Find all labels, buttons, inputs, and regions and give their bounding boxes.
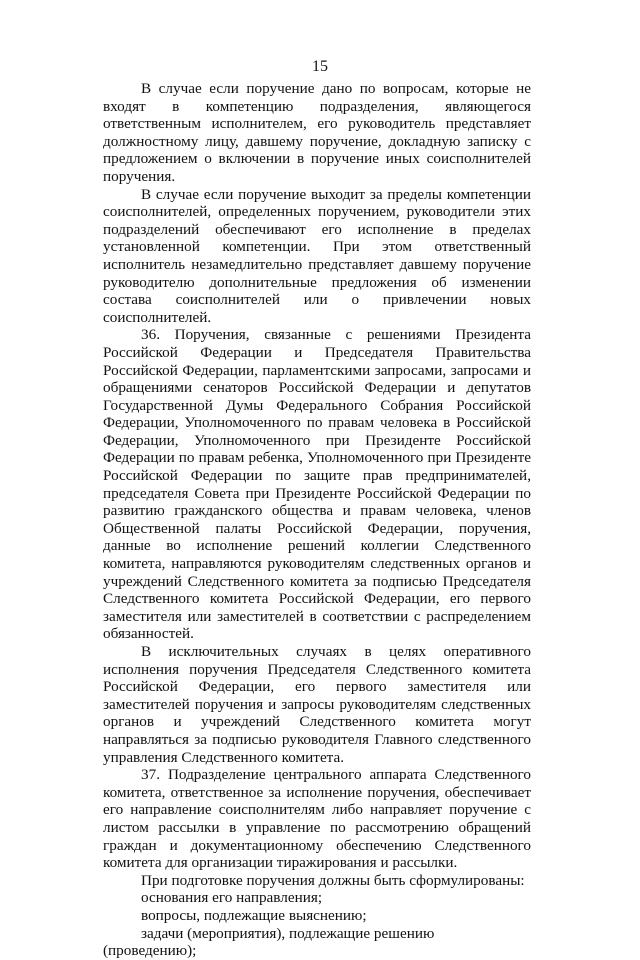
list-item: задачи (мероприятия), подлежащие решению (проведению);	[103, 924, 435, 960]
document-body	[103, 80, 531, 960]
paragraph-37: 37. Подразделение центрального аппарата Следственного комитета, ответственное за исполнение поручения, обеспечивает его направление соисполнителям либо направляет поручение с листом рассылки в управление по рассмотрению обращений граждан и документационному обеспечению Следственного комитета для организации тиражирования и рассылки.	[103, 766, 531, 872]
paragraph-co-executors: В случае если поручение выходит за пределы компетенции соисполнителей, определенных поручением, руководители этих подразделений обеспечивают его исполнение в пределах установленной компетенции. При этом ответственный исполнитель незамедлительно представляет давшему поручение руководителю дополнительные предложения об изменении состава соисполнителей или о привлечении новых соисполнителей.	[103, 185, 531, 326]
list-intro: При подготовке поручения должны быть сформулированы:	[141, 871, 525, 889]
page-number: 15	[312, 58, 328, 75]
list-item: основания его направления;	[141, 889, 323, 907]
paragraph-exceptional-cases: В исключительных случаях в целях оперативного исполнения поручения Председателя Следственного комитета Российской Федерации, его первого заместителя или заместителей поручения и запросы руководителям следственных органов и учреждений Следственного комитета могут направляться за подписью руководителя Главного следственного управления Следственного комитета.	[103, 643, 531, 766]
paragraph-36: 36. Поручения, связанные с решениями Президента Российской Федерации и Председателя Правительства Российской Федерации, парламентскими запросами, запросами и обращениями сенаторов Российской Федерации и депутатов Государственной Думы Федерального Собрания Российской Федерации, Уполномоченного по правам человека в Российской Федерации, Уполномоченного при Президенте Российской Федерации по правам ребенка, Уполномоченного при Президенте Российской Федерации по защите прав предпринимателей, председателя Совета при Президенте Российской Федерации по развитию гражданского общества и правам человека, членов Общественной палаты Российской Федерации, поручения, данные во исполнение решений коллегии Следственного комитета, направляются руководителям следственных органов и учреждений Следственного комитета за подписью Председателя Следственного комитета Российской Федерации, его первого заместителя или заместителей в соответствии с распределением обязанностей.	[103, 326, 531, 643]
list-item: вопросы, подлежащие выяснению;	[141, 906, 367, 924]
paragraph-competence-limits: В случае если поручение дано по вопросам, которые не входят в компетенцию подразделения, являющегося ответственным исполнителем, его руководитель представляет должностному лицу, давшему поручение, докладную записку с предложением о включении в поручение иных соисполнителей поручения.	[103, 80, 531, 185]
